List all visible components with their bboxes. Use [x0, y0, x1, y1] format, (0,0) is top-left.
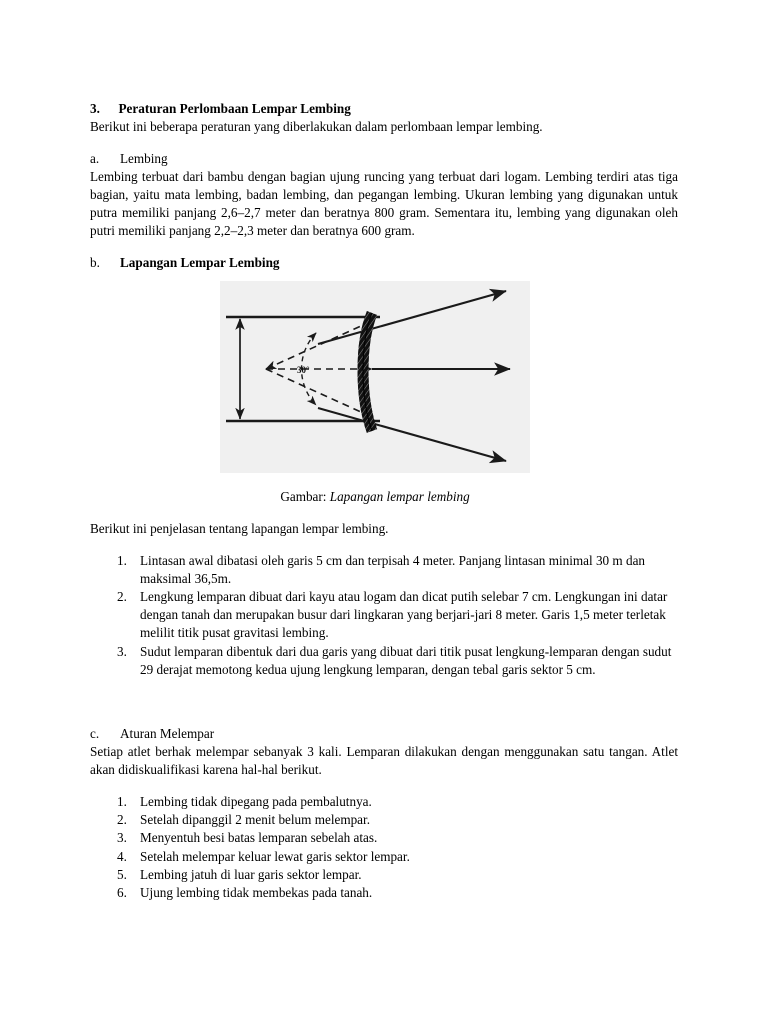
list-item — [90, 643, 678, 679]
disqualification-list — [90, 793, 678, 902]
angle-label: 30° — [297, 364, 310, 375]
caption-title: Lapangan lempar lembing — [329, 488, 470, 504]
list-item-marker: 6. — [117, 885, 127, 901]
list-item-text: Setelah melempar keluar lewat garis sektor lempar. — [140, 848, 410, 864]
figure-block — [90, 281, 678, 506]
list-item-marker: 5. — [117, 866, 127, 882]
list-item-text: Menyentuh besi batas lemparan sebelah atas. — [140, 830, 378, 846]
list-item — [90, 588, 678, 643]
figure-caption — [72, 488, 678, 506]
subsection-b-lead: Berikut ini penjelasan tentang lapangan lempar lembing. — [90, 520, 389, 536]
list-item-marker: 2. — [117, 588, 127, 604]
subsection-c-letter: c. — [90, 726, 100, 742]
caption-prefix: Gambar: — [280, 488, 327, 504]
list-item-text: Lembing tidak dipegang pada pembalutnya. — [140, 793, 372, 809]
list-item-marker: 1. — [117, 552, 127, 568]
subsection-b-title: Lapangan Lempar Lembing — [120, 254, 280, 270]
subsection-c-title: Aturan Melempar — [120, 726, 215, 742]
list-item — [90, 848, 678, 866]
subsection-b-heading — [90, 254, 678, 272]
list-item-text: Setelah dipanggil 2 menit belum melempar. — [140, 812, 370, 828]
document-content — [90, 100, 678, 902]
list-item-text: Lintasan awal dibatasi oleh garis 5 cm dan terpisah 4 meter. Panjang lintasan minimal 30 m dan maksimal 36,5m. — [140, 552, 646, 586]
list-item-marker: 3. — [117, 830, 127, 846]
field-rules-list — [90, 552, 678, 680]
section-intro: Berikut ini beberapa peraturan yang diberlakukan dalam perlombaan lempar lembing. — [90, 118, 543, 134]
subsection-a-title: Lembing — [120, 150, 168, 166]
subsection-a-body: Lembing terbuat dari bambu dengan bagian ujung runcing yang terbuat dari logam. Lembing terdiri atas tiga bagian, yaitu mata lembing, badan lembing, dan pegangan lembing. Ukuran lembing yang digunakan untuk putra memiliki panjang 2,6–2,7 meter dan beratnya 800 gram. Sementara itu, lembing yang digunakan oleh putri memiliki panjang 2,2–2,3 meter dan beratnya 600 gram. — [90, 168, 678, 238]
list-item-marker: 3. — [117, 643, 127, 659]
subsection-a-letter: a. — [90, 150, 100, 166]
list-item-text: Sudut lemparan dibentuk dari dua garis yang dibuat dari titik pusat lengkung-lemparan dengan sudut 29 derajat memotong kedua ujung lengkung lemparan, dengan tebal garis sektor 5 cm. — [140, 643, 672, 677]
subsection-c-body: Setiap atlet berhak melempar sebanyak 3 kali. Lemparan dilakukan dengan menggunakan satu tangan. Atlet akan didiskualifikasi karena hal-hal berikut. — [90, 744, 678, 777]
section-title: Peraturan Perlombaan Lempar Lembing — [118, 101, 351, 116]
subsection-b-letter: b. — [90, 254, 100, 270]
subsection-c-heading — [90, 725, 678, 743]
list-item-text: Lembing jatuh di luar garis sektor lempar. — [140, 866, 362, 882]
list-item-text: Ujung lembing tidak membekas pada tanah. — [140, 885, 373, 901]
list-item — [90, 552, 678, 588]
list-item — [90, 884, 678, 902]
list-item — [90, 811, 678, 829]
section-heading — [90, 100, 678, 118]
list-item-marker: 4. — [117, 848, 127, 864]
list-item — [90, 829, 678, 847]
list-item — [90, 793, 678, 811]
javelin-field-diagram — [220, 281, 530, 473]
list-item-marker: 1. — [117, 793, 127, 809]
list-item-marker: 2. — [117, 812, 127, 828]
list-item-text: Lengkung lemparan dibuat dari kayu atau logam dan dicat putih selebar 7 cm. Lengkungan ini datar dengan tanah dan merupakan busur dari lingkaran yang berjari-jari 8 meter. Garis 1,5 meter terletak melilit titik pusat gravitasi lembing. — [140, 588, 668, 641]
section-number: 3. — [90, 101, 100, 116]
subsection-a-heading — [90, 150, 678, 168]
list-item — [90, 866, 678, 884]
